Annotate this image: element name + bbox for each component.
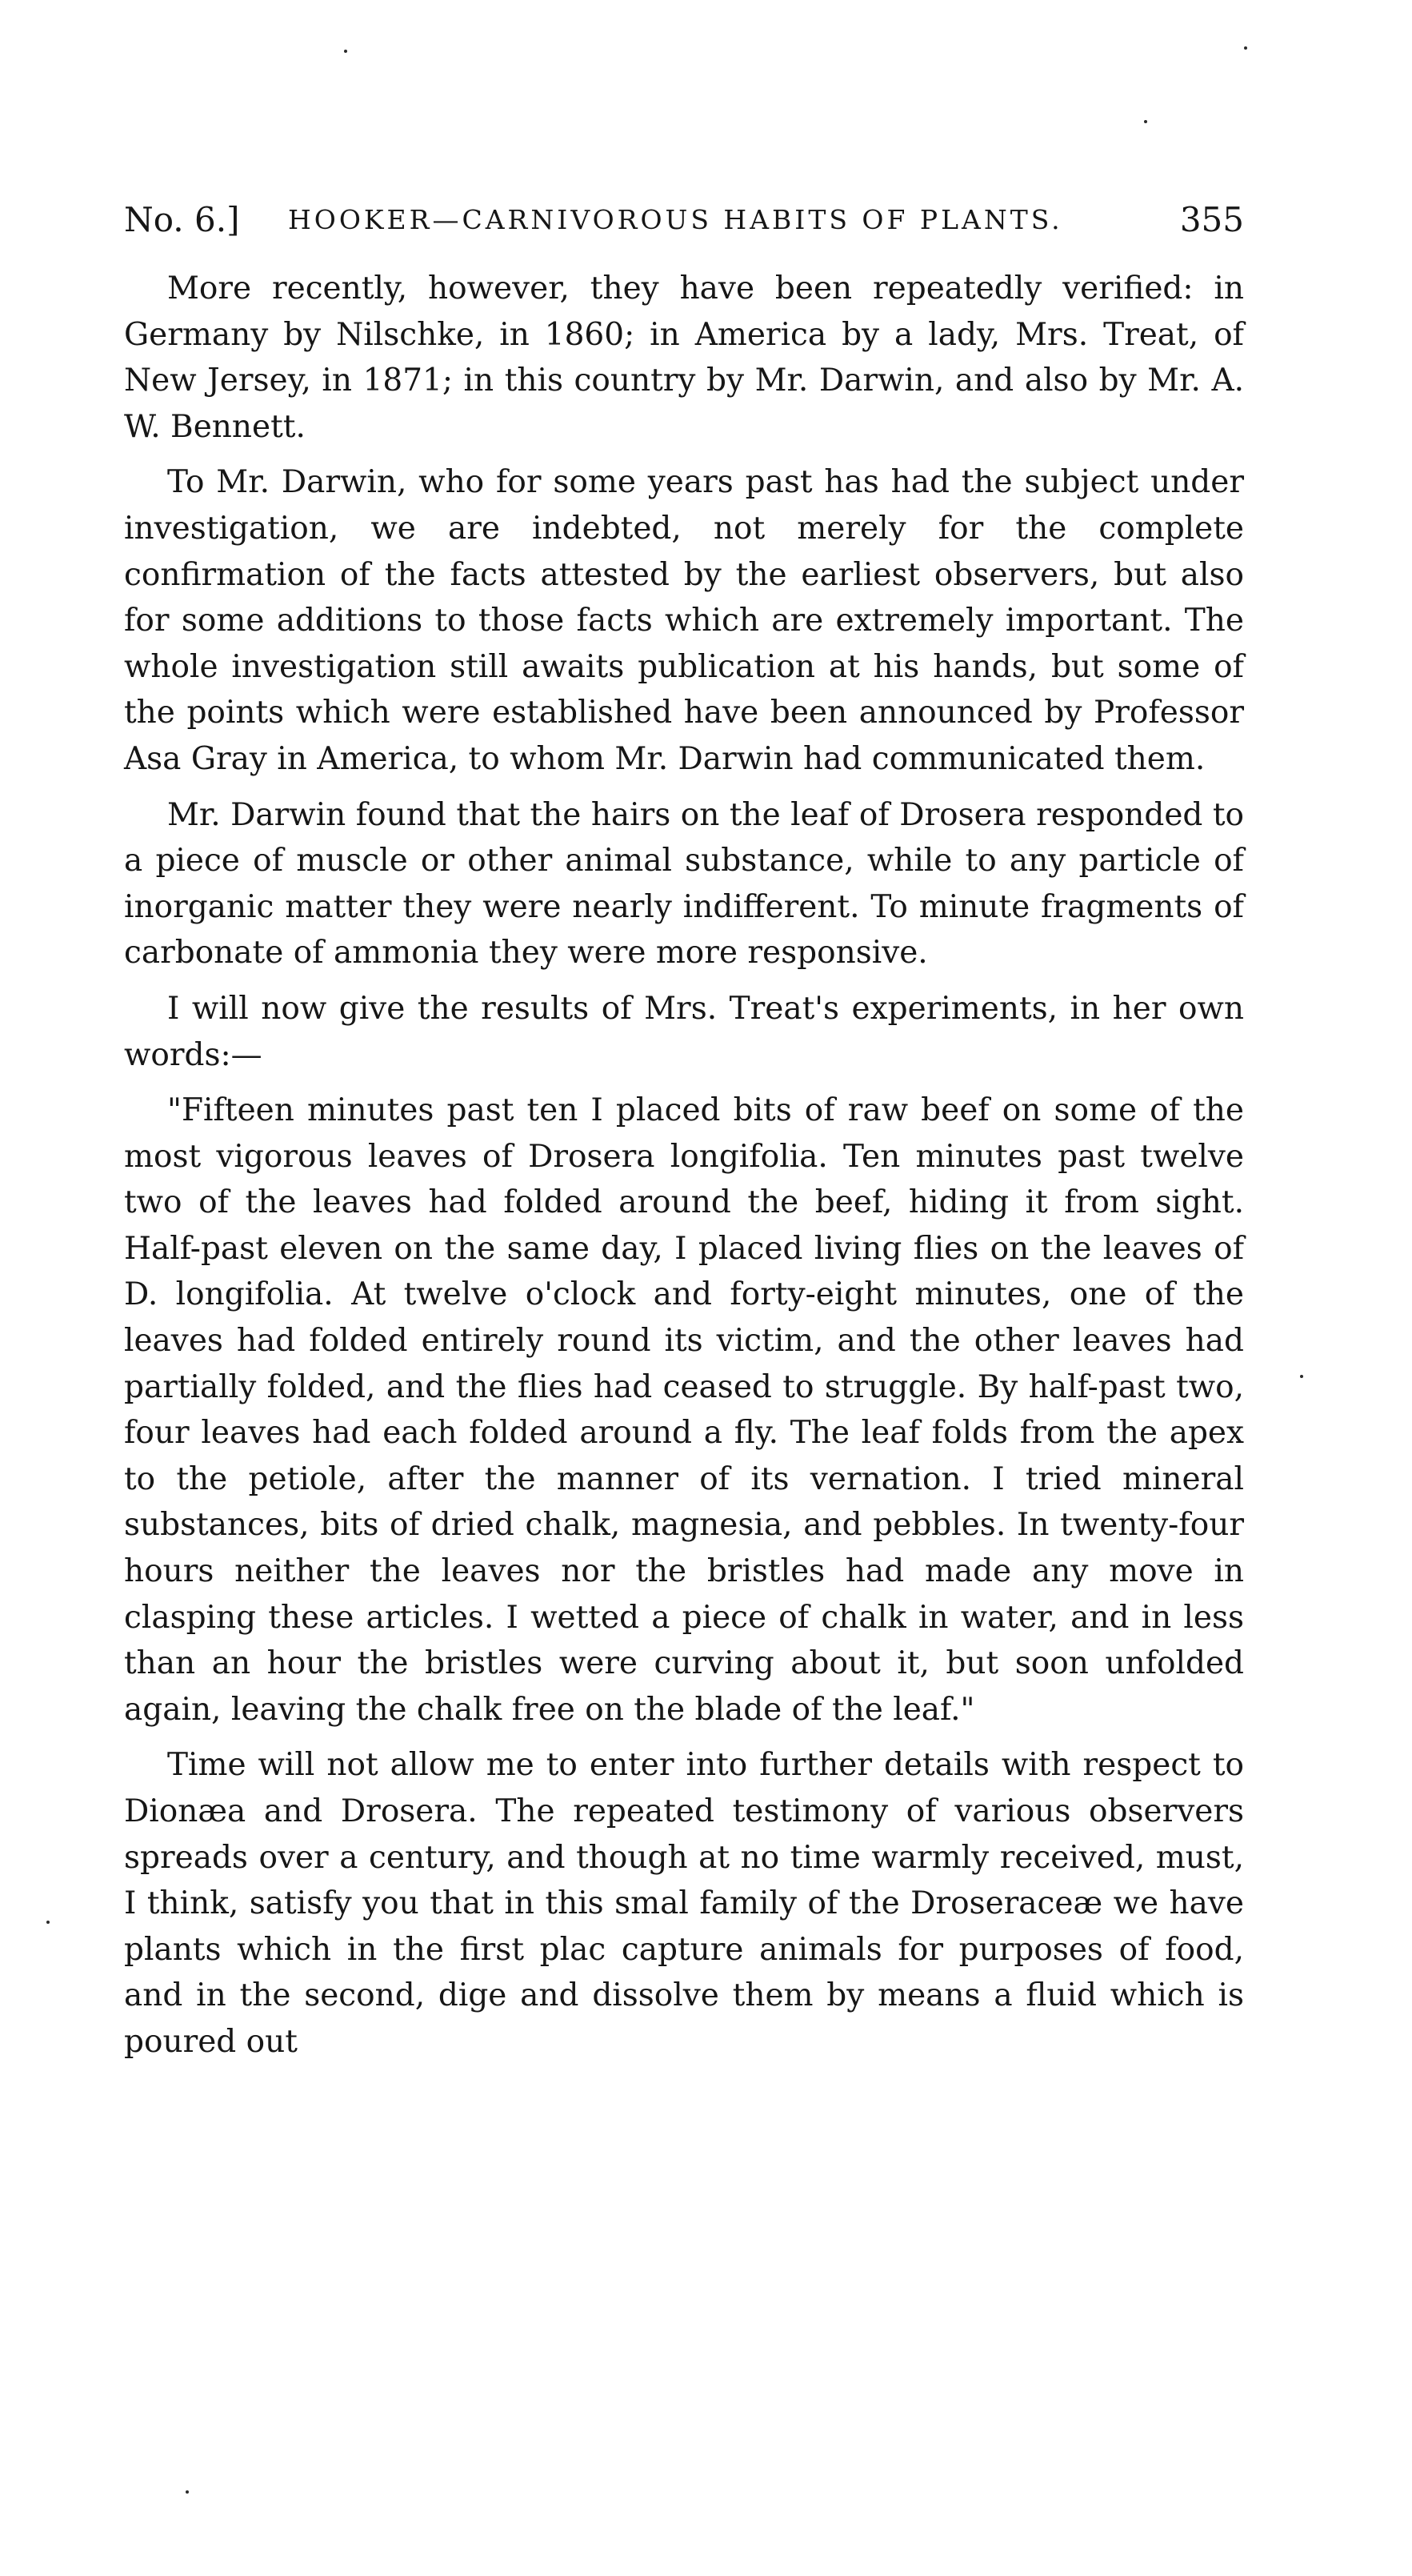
quoted-paragraph: "Fifteen minutes past ten I placed bits of raw beef on some of the most vigorous leaves of Drosera longifolia. Ten minutes past twelve two of the leaves had folded around the beef, hiding it from sight. Half-past eleven on the same day, I placed living flies on the leaves of D. longifolia. At twelve o'clock and forty-eight minutes, one of the leaves had folded entirely round its victim, and the other leaves had partially folded, and the flies had ceased to struggle. By half-past two, four leaves had each folded around a fly. The leaf folds from the apex to the petiole, after the manner of its vernation. I tried mineral substances, bits of dried chalk, magnesia, and pebbles. In twenty-four hours neither the leaves nor the bristles had made any move in clasping these articles. I wetted a piece of chalk in water, and in less than an hour the bristles were curving about it, but soon unfolded again, leaving the chalk free on the blade of the leaf." — [124, 1092, 1244, 1728]
ink-speck — [1144, 120, 1147, 123]
ink-speck — [1300, 1375, 1303, 1378]
paragraph: To Mr. Darwin, who for some years past has had the subject under investigation, we are indebted, not merely for the complete confirmation of the facts attested by the earliest observers, but also for some additions to those facts which are extremely important. The whole investigation still awaits publication at his hands, but some of the points which were established have been announced by Professor Asa Gray in America, to whom Mr. Darwin had communicated them. — [124, 464, 1244, 777]
journal-number: No. 6.] — [124, 200, 240, 239]
body-text — [124, 266, 1244, 2065]
running-title: HOOKER—CARNIVOROUS HABITS OF PLANTS. — [288, 204, 1063, 235]
ink-speck — [186, 2490, 189, 2494]
ink-speck — [344, 50, 347, 53]
paragraph: Mr. Darwin found that the hairs on the leaf of Drosera responded to a piece of muscle or other animal substance, while to any particle of inorganic matter they were nearly indifferent. To minute fragments of carbonate of ammonia they were more responsive. — [124, 796, 1244, 972]
running-header — [124, 192, 1244, 248]
paragraph: More recently, however, they have been repeatedly verified: in Germany by Nilschke, in 1860; in America by a lady, Mrs. Treat, of New Jersey, in 1871; in this country by Mr. Darwin, and also by Mr. A. W. Bennett. — [124, 270, 1244, 445]
paragraph: Time will not allow me to enter into further details with respect to Dionæa and Drosera. The repeated testimony of various observers spreads over a century, and though at no time warmly received, must, I think, satisfy you that in this smal family of the Droseraceæ we have plants which in the first plac capture animals for purposes of food, and in the second, dige and dissolve them by means a fluid which is poured out — [124, 1747, 1244, 2060]
page-number: 355 — [1179, 200, 1244, 239]
ink-speck — [46, 1921, 50, 1924]
paragraph: I will now give the results of Mrs. Treat's experiments, in her own words:— — [124, 990, 1244, 1073]
ink-speck — [1244, 46, 1247, 50]
